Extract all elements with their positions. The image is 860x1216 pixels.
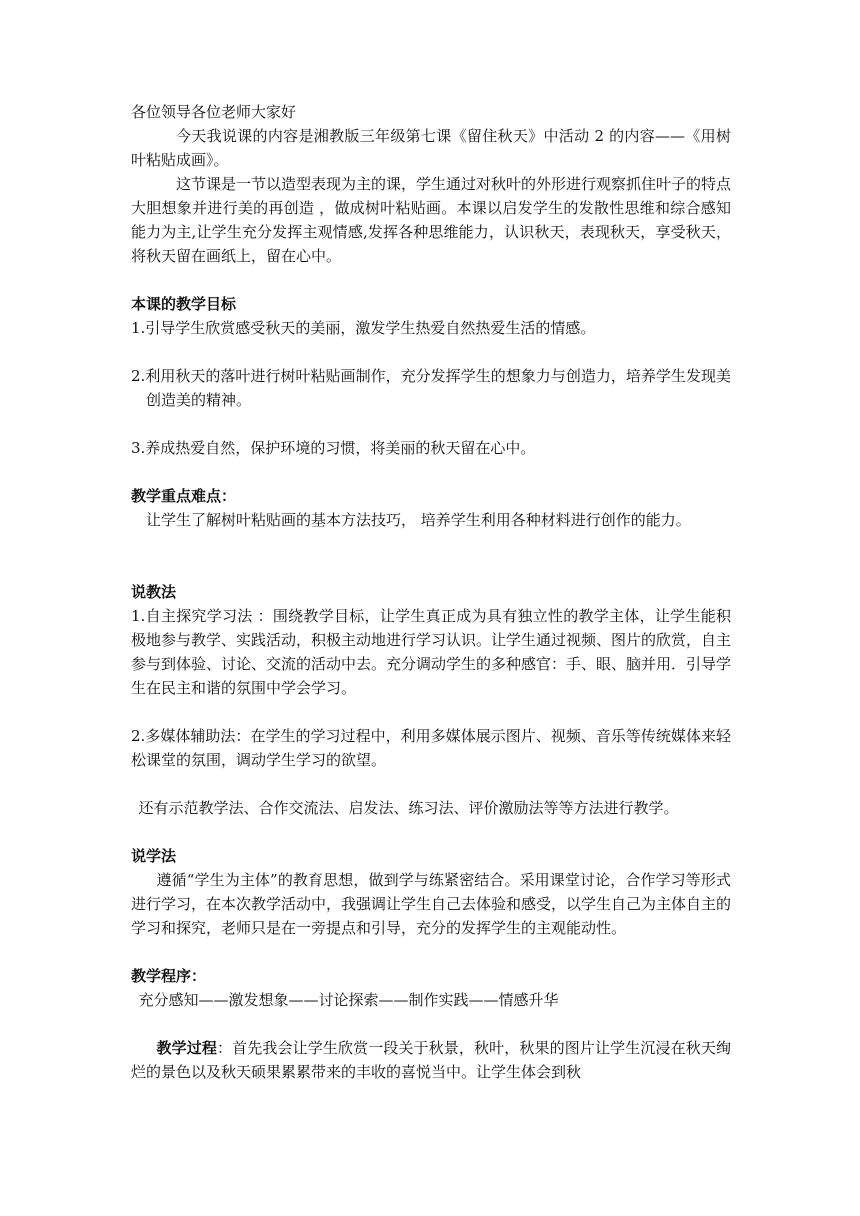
teaching-method-heading: 说教法 <box>131 583 177 601</box>
goal-item: 2.利用秋天的落叶进行树叶粘贴画制作，充分发挥学生的想象力与创造力，培养学生发现美创造美的精神。 <box>131 367 731 409</box>
greeting-line: 各位领导各位老师大家好 <box>131 103 297 121</box>
goal-item: 1.引导学生欣赏感受秋天的美丽，激发学生热爱自然热爱生活的情感。 <box>131 319 596 337</box>
process-label: 教学过程 <box>156 1039 217 1057</box>
overview-paragraph: 这节课是一节以造型表现为主的课，学生通过对秋叶的外形进行观察抓住叶子的特点大胆想象并进行美的再创造 ，做成树叶粘贴画。本课以启发学生的发散性思维和综合感知能力为主,让学生充分发挥主观情感,发挥各种思维能力，认识秋天，表现秋天，享受秋天，将秋天留在画纸上，留在心中。 <box>131 175 732 265</box>
process-paragraph <box>131 1036 731 1084</box>
intro-paragraph: 今天我说课的内容是湘教版三年级第七课《留住秋天》中活动 2 的内容——《用树叶粘贴成画》。 <box>131 127 731 169</box>
spacer <box>131 460 731 484</box>
goals-heading: 本课的教学目标 <box>131 295 237 313</box>
spacer <box>131 412 731 436</box>
procedure-line: 充分感知——激发想象——讨论探索——制作实践——情感升华 <box>138 991 559 1009</box>
spacer <box>131 340 731 364</box>
spacer <box>131 532 731 580</box>
process-text: ：首先我会让学生欣赏一段关于秋景，秋叶，秋果的图片让学生沉浸在秋天绚烂的景色以及秋天硕果累累带来的丰收的喜悦当中。让学生体会到秋 <box>131 1039 731 1081</box>
key-points-paragraph: 让学生了解树叶粘贴画的基本方法技巧， 培养学生利用各种材料进行创作的能力。 <box>146 511 691 529</box>
learning-method-paragraph: 遵循“学生为主体”的教育思想，做到学与练紧密结合。采用课堂讨论，合作学习等形式进行学习，在本次教学活动中，我强调让学生自己去体验和感受，以学生自己为主体自主的学习和探究，老师只是在一旁提点和引导，充分的发挥学生的主观能动性。 <box>131 871 732 937</box>
learning-method-heading: 说学法 <box>131 847 177 865</box>
spacer <box>131 940 731 964</box>
spacer <box>131 772 731 796</box>
key-points-heading: 教学重点难点： <box>131 487 237 505</box>
spacer <box>131 1012 731 1036</box>
teaching-method-paragraph: 还有示范教学法、合作交流法、启发法、练习法、评价激励法等等方法进行教学。 <box>138 799 679 817</box>
spacer <box>131 700 731 724</box>
teaching-method-paragraph: 1.自主探究学习法 ：围绕教学目标，让学生真正成为具有独立性的教学主体，让学生能积极地参与教学、实践活动，积极主动地进行学习认识。让学生通过视频、图片的欣赏，自主参与到体验、讨论、交流的活动中去。充分调动学生的多种感官：手、眼、脑并用．引导学生在民主和谐的氛围中学会学习。 <box>131 607 732 697</box>
document-body <box>131 100 731 1084</box>
goal-item: 3.养成热爱自然，保护环境的习惯，将美丽的秋天留在心中。 <box>131 439 536 457</box>
procedure-heading: 教学程序： <box>131 967 207 985</box>
teaching-method-paragraph: 2.多媒体辅助法：在学生的学习过程中，利用多媒体展示图片、视频、音乐等传统媒体来轻松课堂的氛围，调动学生学习的欲望。 <box>131 727 731 769</box>
spacer <box>131 268 731 292</box>
spacer <box>131 820 731 844</box>
